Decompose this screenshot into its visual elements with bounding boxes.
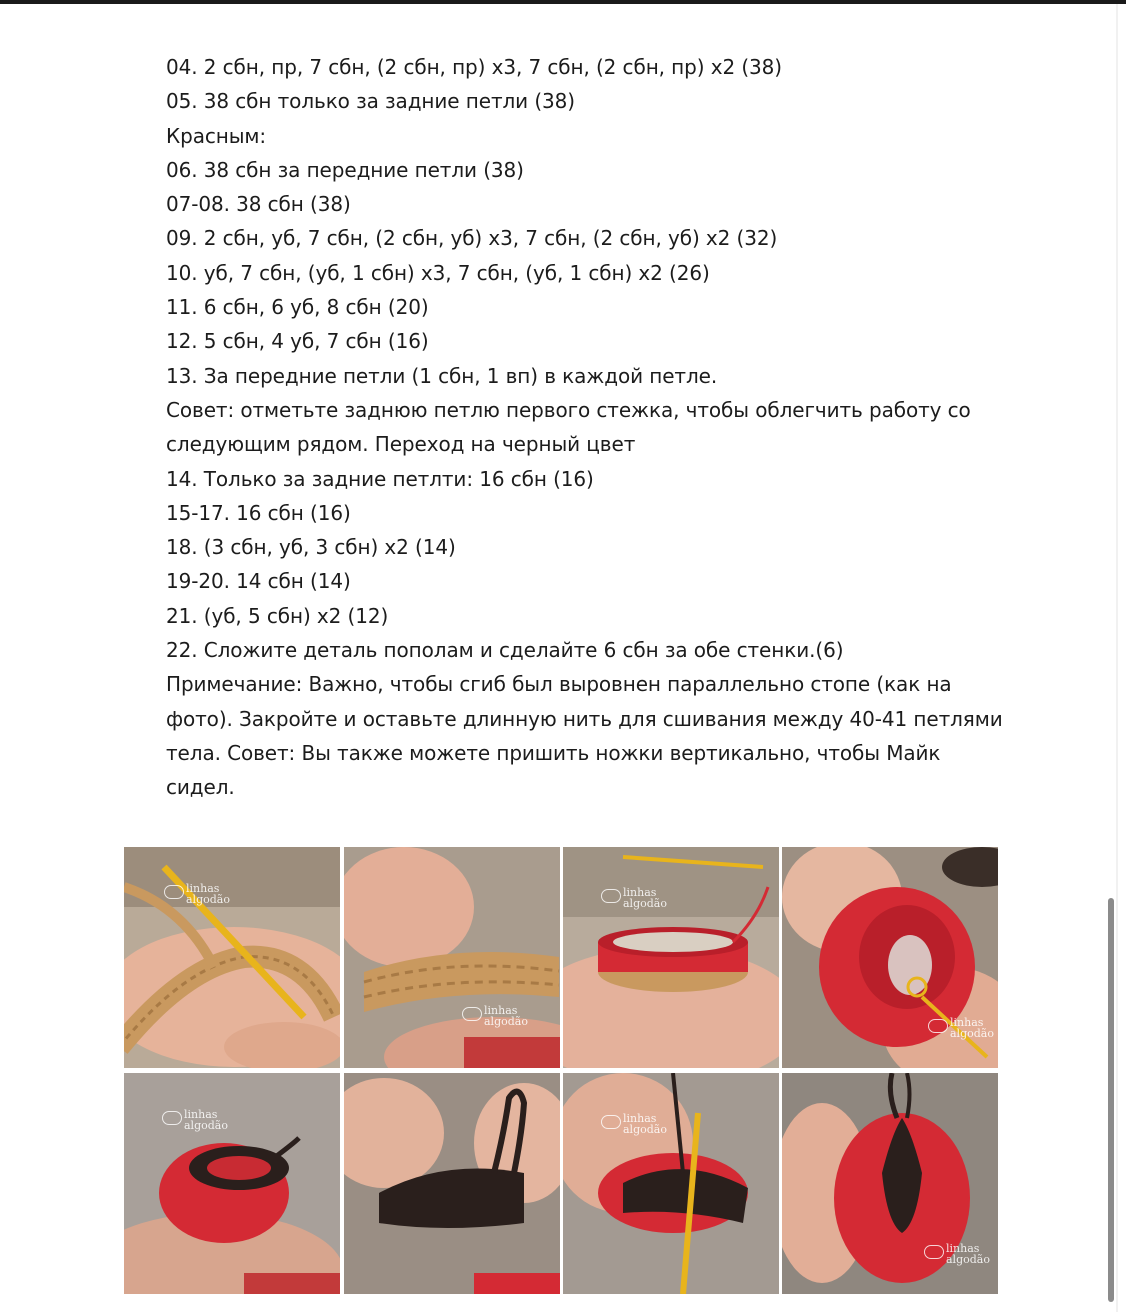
photo-red-ring <box>563 847 779 1068</box>
photo-tile-7[interactable] <box>563 1073 779 1294</box>
row-21: 21. (уб, 5 сбн) х2 (12) <box>166 603 389 628</box>
watermark: linhas algodão <box>950 1017 994 1039</box>
row-18: 18. (3 сбн, уб, 3 сбн) х2 (14) <box>166 535 456 560</box>
watermark: linhas algodão <box>623 887 667 909</box>
photo-tile-1[interactable] <box>124 847 340 1068</box>
color-note-red: Красным: <box>166 123 267 148</box>
watermark: linhas algodão <box>184 1109 228 1131</box>
photo-tile-8[interactable] <box>782 1073 998 1294</box>
photo-black-hook <box>563 1073 779 1294</box>
row-04: 04. 2 сбн, пр, 7 сбн, (2 сбн, пр) х3, 7 сбн, (2 сбн, пр) х2 (38) <box>166 55 782 79</box>
note-line-4: сидел. <box>166 775 235 800</box>
tip-line-1: Совет: отметьте заднюю петлю первого стежка, чтобы облегчить работу со <box>166 397 971 422</box>
photo-chain-hook <box>124 847 340 1068</box>
cloud-logo-icon <box>928 1019 948 1033</box>
tutorial-photo-grid <box>124 847 1002 1297</box>
top-status-bar <box>0 0 1126 4</box>
cloud-logo-icon <box>924 1245 944 1259</box>
photo-tile-3[interactable] <box>563 847 779 1068</box>
row-06: 06. 38 сбн за передние петли (38) <box>166 157 524 182</box>
photo-tile-4[interactable] <box>782 847 998 1068</box>
row-09: 09. 2 сбн, уб, 7 сбн, (2 сбн, уб) х3, 7 сбн, (2 сбн, уб) х2 (32) <box>166 226 778 251</box>
pattern-text <box>166 50 1046 805</box>
watermark: linhas algodão <box>623 1113 667 1135</box>
cloud-logo-icon <box>601 889 621 903</box>
row-07-08: 07-08. 38 сбн (38) <box>166 192 351 217</box>
note-line-1: Примечание: Важно, чтобы сгиб был выровнен параллельно стопе (как на <box>166 672 952 697</box>
row-12: 12. 5 сбн, 4 уб, 7 сбн (16) <box>166 329 429 354</box>
photo-red-foot <box>124 1073 340 1294</box>
row-15-17: 15-17. 16 сбн (16) <box>166 500 351 525</box>
row-19-20: 19-20. 14 сбн (14) <box>166 569 351 594</box>
cloud-logo-icon <box>601 1115 621 1129</box>
vertical-scrollbar[interactable] <box>1108 898 1114 1302</box>
cloud-logo-icon <box>162 1111 182 1125</box>
photo-tile-6[interactable] <box>344 1073 560 1294</box>
row-13: 13. За передние петли (1 сбн, 1 вп) в каждой петле. <box>166 363 718 388</box>
cloud-logo-icon <box>462 1007 482 1021</box>
note-line-2: фото). Закройте и оставьте длинную нить для сшивания между 40-41 петлями <box>166 706 1003 731</box>
row-22: 22. Сложите деталь пополам и сделайте 6 сбн за обе стенки.(6) <box>166 638 844 663</box>
photo-tile-5[interactable] <box>124 1073 340 1294</box>
watermark: linhas algodão <box>186 883 230 905</box>
note-line-3: тела. Совет: Вы также можете пришить ножки вертикально, чтобы Майк <box>166 740 941 765</box>
watermark: linhas algodão <box>946 1243 990 1265</box>
scroll-track <box>1116 4 1118 1312</box>
photo-black-top <box>344 1073 560 1294</box>
row-05: 05. 38 сбн только за задние петли (38) <box>166 89 575 114</box>
row-10: 10. уб, 7 сбн, (уб, 1 сбн) х3, 7 сбн, (уб, 1 сбн) х2 (26) <box>166 260 710 285</box>
watermark: linhas algodão <box>484 1005 528 1027</box>
cloud-logo-icon <box>164 885 184 899</box>
row-11: 11. 6 сбн, 6 уб, 8 сбн (20) <box>166 295 429 320</box>
row-14: 14. Только за задние петлти: 16 сбн (16) <box>166 466 594 491</box>
tip-line-2: следующим рядом. Переход на черный цвет <box>166 432 636 457</box>
photo-tan-ring <box>344 847 560 1068</box>
photo-tile-2[interactable] <box>344 847 560 1068</box>
